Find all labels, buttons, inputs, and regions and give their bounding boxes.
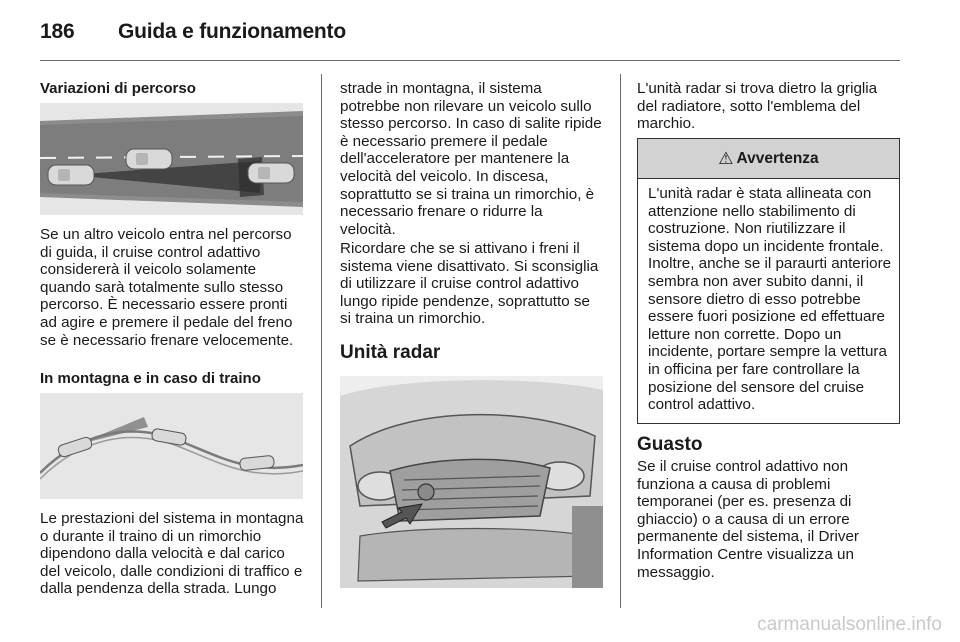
section-heading: Variazioni di percorso	[40, 80, 196, 97]
paragraph: Ricordare che se si attivano i freni il sistema viene disattivato. Si sconsiglia di utilizzare il cruise control adattivo lungo ripide pendenze, soprattutto se si traina un rimorchio.	[340, 240, 599, 328]
paragraph: strade in montagna, il sistema potrebbe non rilevare un veicolo sullo stesso percorso. In caso di salite ripide è necessario premere il pedale dell'acceleratore per mantenere la velocità del veicolo. In discesa, soprattutto se si traina un rimorchio, è necessario frenare o ridurre la velocità.	[340, 80, 602, 238]
warning-header	[638, 139, 899, 179]
mountain-road-illustration	[40, 393, 303, 499]
warning-triangle-icon: ⚠	[718, 148, 734, 168]
warning-title: Avvertenza	[736, 149, 819, 167]
section-heading: In montagna e in caso di traino	[40, 370, 261, 387]
header-rule	[40, 60, 900, 61]
page-title: Guida e funzionamento	[118, 20, 346, 43]
warning-text: L'unità radar è stata allineata con attenzione nello stabilimento di costruzione. Non riutilizzare il sistema dopo un incidente frontale. Inoltre, anche se il paraurti anteriore sembra non aver subito danni, il sensore dietro di esso potrebbe essere fuori posizione ed effettuare letture non corrette. Dopo un incidente, portare sempre la vettura in officina per fare controllare la posizione del sensore del cruise control adattivo.	[648, 185, 892, 414]
lane-change-illustration	[40, 103, 303, 215]
watermark: carmanualsonline.info	[757, 614, 942, 635]
page-number: 186	[40, 20, 75, 43]
column-divider	[620, 74, 621, 608]
paragraph: Se un altro veicolo entra nel percorso di guida, il cruise control adattivo considererà il veicolo solamente quando sarà totalmente sullo stesso percorso. È necessario essere pronti ad agire e premere il pedale del freno se è necessario frenare velocemente.	[40, 226, 294, 349]
radar-location-illustration	[340, 376, 603, 588]
paragraph: L'unità radar si trova dietro la griglia del radiatore, sotto l'emblema del marchio.	[637, 80, 878, 133]
column-1	[40, 80, 304, 98]
section-heading: Unità radar	[340, 342, 441, 363]
column-divider	[321, 74, 322, 608]
paragraph: Le prestazioni del sistema in montagna o durante il traino di un rimorchio dipendono dalla velocità e dal carico del veicolo, dalle condizioni di traffico e dalla pendenza della strada. Lungo	[40, 510, 304, 598]
section-heading: Guasto	[637, 434, 703, 455]
paragraph: Se il cruise control adattivo non funziona a causa di problemi temporanei (per es. presenza di ghiaccio) o a causa di un errore permanente del sistema, il Driver Information Centre visualizza un messaggio.	[637, 458, 859, 581]
warning-box	[637, 138, 900, 424]
